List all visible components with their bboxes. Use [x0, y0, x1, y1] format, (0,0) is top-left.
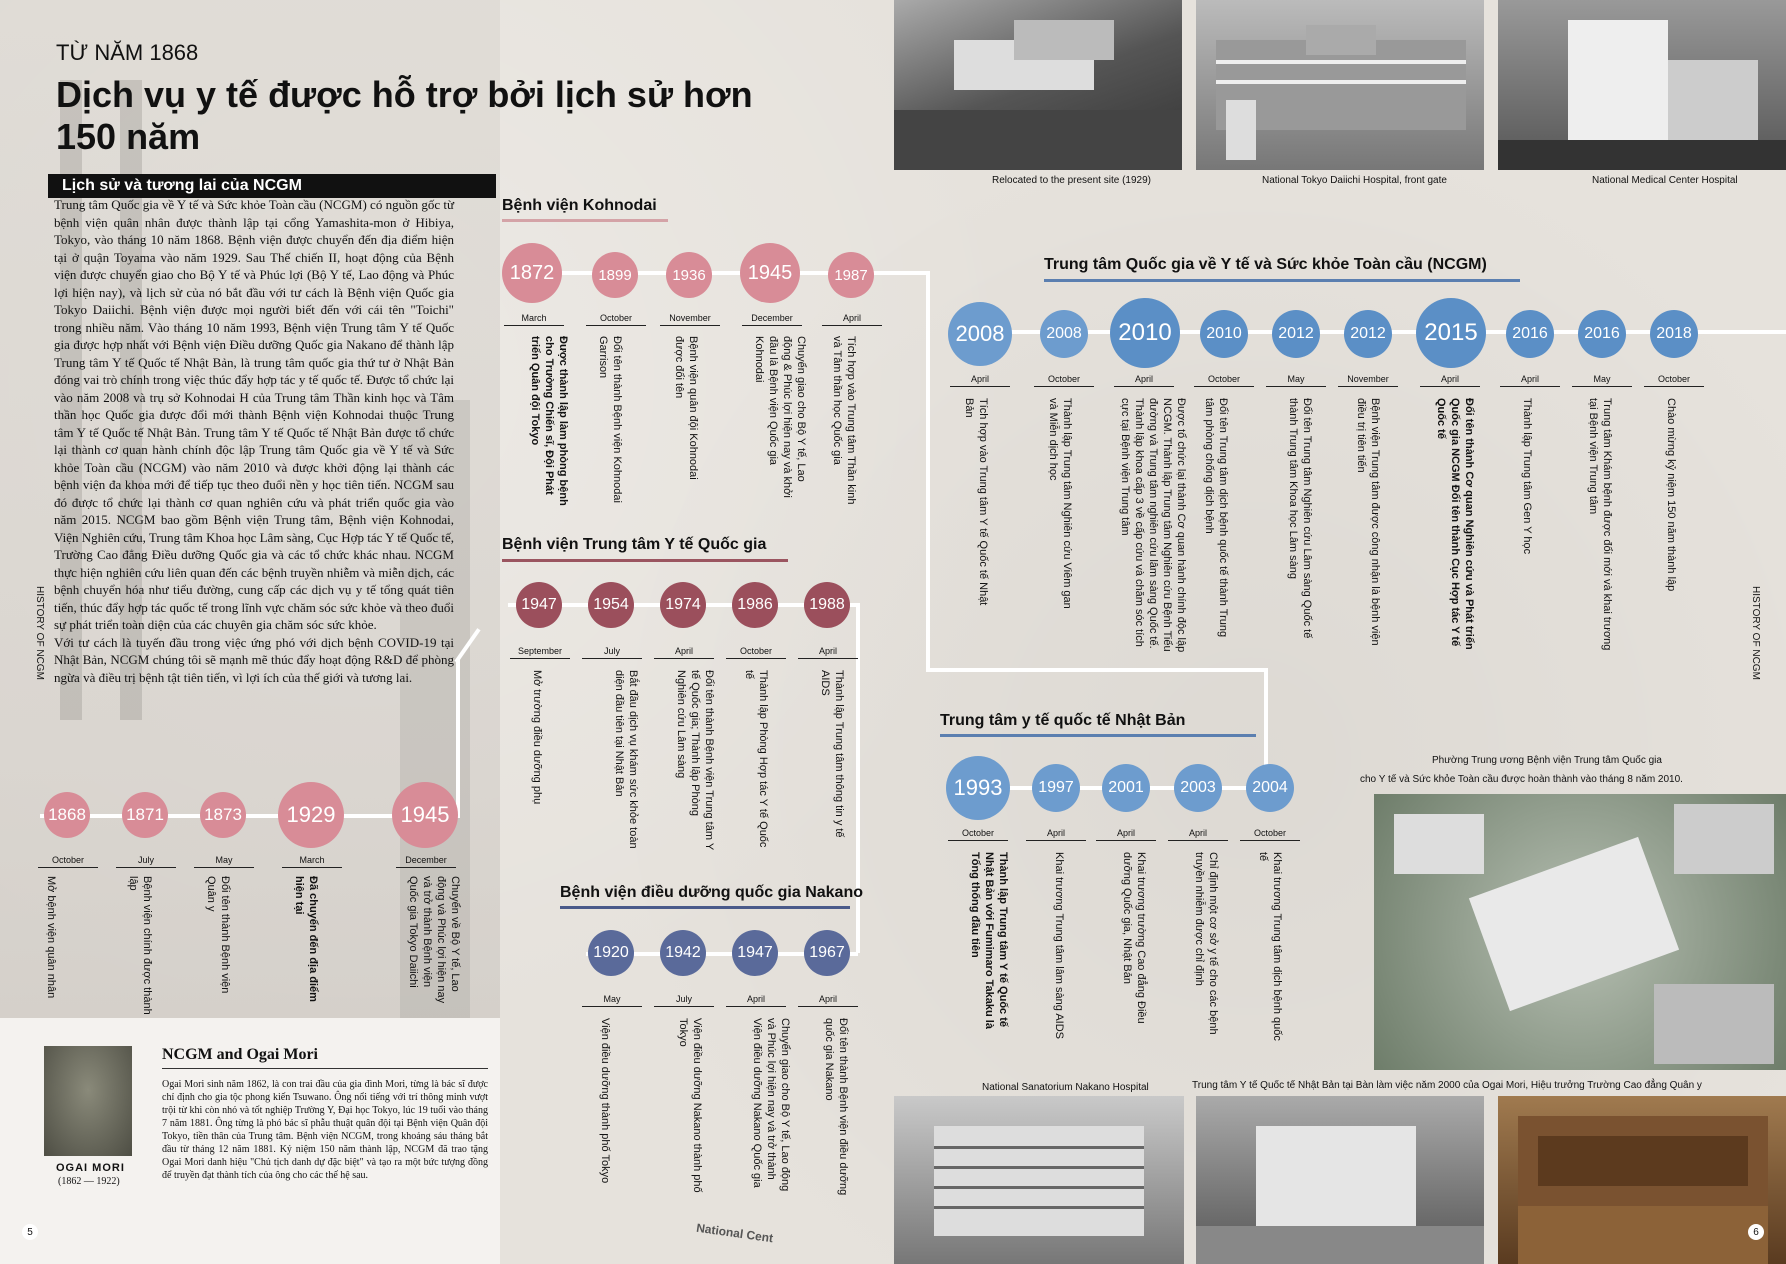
kicker: TỪ NĂM 1868	[56, 40, 199, 65]
ncgm-circle: 2016	[1506, 310, 1554, 358]
event-text: Đổi tên thành Bệnh viện điều dưỡng quốc gia Nakano	[823, 1018, 849, 1196]
event-text: Được thành lập làm phòng bệnh cho Trường Chiến sĩ, Đội Phát triển Quân đội Tokyo	[529, 336, 569, 506]
connector-line	[926, 668, 1266, 672]
photo-caption: National Medical Center Hospital	[1592, 175, 1738, 186]
page-title: Dịch vụ y tế được hỗ trợ bởi lịch sử hơn 150 năm	[56, 74, 753, 157]
photo-aerial-2010	[1374, 794, 1786, 1070]
event-text: Mở bệnh viện quân nhân	[45, 876, 57, 999]
event-text: Viện điều dưỡng Nakano thành phố Tokyo	[677, 1018, 703, 1193]
month-label: April	[822, 313, 882, 326]
month-label: March	[504, 313, 564, 326]
national-circle-1986: 1986	[732, 582, 778, 628]
month-label: September	[510, 646, 570, 659]
national-circle-1954: 1954	[588, 582, 634, 628]
nakano-circle-1947: 1947	[732, 930, 778, 976]
month-label: April	[654, 646, 714, 659]
event-text: Thành lập Trung tâm Nghiên cứu Viêm gan và Miễn dịch học	[1047, 398, 1073, 609]
photo-medical-center	[1498, 0, 1786, 170]
event-text: Đổi tên thành Bệnh viện Quân y	[205, 876, 231, 994]
ogai-years: (1862 — 1922)	[58, 1176, 120, 1187]
month-label: December	[742, 313, 802, 326]
timeline-circle-1868: 1868	[44, 792, 90, 838]
kohnodai-underline	[502, 219, 668, 222]
month-label: October	[1644, 374, 1704, 387]
event-text: Tích hợp vào Trung tâm Y tế Quốc tế Nhật Bản	[963, 398, 989, 606]
month-label: May	[582, 994, 642, 1007]
month-label: May	[1572, 374, 1632, 387]
ncgm-circle: 2010	[1200, 310, 1248, 358]
imcj-circle: 1993	[946, 756, 1010, 820]
kohnodai-circle-1936: 1936	[666, 252, 712, 298]
ncgm-circle: 2008	[948, 302, 1012, 366]
side-label-right: HISTORY OF NCGM	[1750, 586, 1761, 680]
photo-imcj-image	[1196, 1096, 1484, 1264]
month-label: October	[948, 828, 1008, 841]
ncgm-circle: 2010	[1110, 298, 1180, 368]
aerial-caption-1: Phường Trung ương Bệnh viện Trung tâm Quốc gia	[1432, 755, 1662, 766]
event-text: Chuyển về Bộ Y tế, Lao động và Phúc lợi hiện nay và trở thành Bệnh viện Quốc gia Tokyo Daiichi	[407, 876, 461, 1004]
photo-caption: Trung tâm Y tế Quốc tế Nhật Bản tại Bàn làm việc năm 2000 của Ogai Mori, Hiệu trưởng Trường Cao đẳng Quân y	[1192, 1080, 1702, 1091]
month-label: April	[1096, 828, 1156, 841]
photo-imcj-2000	[1196, 1096, 1484, 1264]
month-label: April	[1420, 374, 1480, 387]
event-text: Đổi tên Trung tâm Nghiên cứu Lâm sàng Quốc tế thành Trung tâm Khoa học Lâm sàng	[1287, 398, 1313, 639]
event-text: Chỉ định một cơ sở y tế cho các bệnh truyền nhiễm được chỉ định	[1193, 852, 1219, 1035]
photo-ogai-desk	[1498, 1096, 1786, 1264]
nakano-circle-1967: 1967	[804, 930, 850, 976]
national-circle-1947: 1947	[516, 582, 562, 628]
section-bar: Lịch sử và tương lai của NCGM	[48, 174, 496, 198]
month-label: April	[798, 646, 858, 659]
ogai-rule	[162, 1068, 488, 1069]
timeline-circle-1873: 1873	[200, 792, 246, 838]
photo-nakano	[894, 1096, 1184, 1264]
month-label: March	[282, 855, 342, 868]
month-label: October	[586, 313, 646, 326]
photo-caption: National Sanatorium Nakano Hospital	[982, 1082, 1149, 1093]
imcj-circle: 2001	[1102, 764, 1150, 812]
ncgm-circle: 2008	[1040, 310, 1088, 358]
month-label: November	[660, 313, 720, 326]
month-label: July	[582, 646, 642, 659]
photo-desk-image	[1498, 1096, 1786, 1264]
side-label-left: HISTORY OF NCGM	[34, 586, 45, 680]
ncgm-circle: 2012	[1272, 310, 1320, 358]
photo-caption: National Tokyo Daiichi Hospital, front gate	[1262, 175, 1447, 186]
event-text: Thành lập Phòng Hợp tác Y tế Quốc tế	[743, 670, 769, 848]
month-label: May	[194, 855, 254, 868]
national-center-heading: Bệnh viện Trung tâm Y tế Quốc gia	[502, 536, 767, 553]
month-label: May	[1266, 374, 1326, 387]
month-label: December	[396, 855, 456, 868]
ncgm-underline	[1044, 279, 1520, 282]
photo-daiichi-gate	[1196, 0, 1484, 170]
aerial-caption-2: cho Y tế và Sức khỏe Toàn cầu được hoàn thành vào tháng 8 năm 2010.	[1360, 774, 1683, 785]
event-text: Đổi tên thành Cơ quan Nghiên cứu và Phát triển Quốc gia NCGM Đổi tên thành Cục Hợp tác Y tế Quốc tế	[1435, 398, 1475, 650]
national-circle-1988: 1988	[804, 582, 850, 628]
ogai-text: Ogai Mori sinh năm 1862, là con trai đầu của gia đình Mori, từng là bác sĩ được chỉ định cho gia tộc phong kiến Tsuwano. Ông nổi tiếng với trí thông minh vượt trội từ khi còn nhỏ và tốt nghiệp Trường Y, Đại học Tokyo, lúc 19 tuổi vào tháng 7 năm 1881. Ông từng là phó bác sĩ phẫu thuật quân đội tại Bệnh viện Quân đội Tokyo, tiền thân của Trung tâm. Bệnh viện NCGM, trong khoảng sáu tháng bắt đầu từ tháng 12 năm 1881. Kỷ niệm 150 năm thành lập, NCGM đã trao tặng Ogai Mori danh hiệu "Chủ tịch danh dự đặc biệt" và tạo ra một bức tượng đồng để truyền đạt thành tích của ông cho các thế hệ sau.	[162, 1079, 488, 1181]
event-text: Thành lập Trung tâm Y tế Quốc tế Nhật Bản với Fumimaro Takaku là Tổng thống đầu tiên	[969, 852, 1009, 1029]
timeline-circle-1871: 1871	[122, 792, 168, 838]
month-label: October	[1034, 374, 1094, 387]
month-label: July	[116, 855, 176, 868]
imcj-circle: 1997	[1032, 764, 1080, 812]
month-label: October	[38, 855, 98, 868]
photo-1929-site	[894, 0, 1182, 170]
event-text: Đổi tên thành Bệnh viện Trung tâm Y tế Quốc gia; Thành lập Phòng Nghiên cứu Lâm sàng	[675, 670, 715, 850]
event-text: Khai trương trường Cao đẳng Điều dưỡng Quốc gia, Nhật Bản	[1121, 852, 1147, 1024]
event-text: Đổi tên Trung tâm dịch bệnh quốc tế thành Trung tâm phòng chống dịch bệnh	[1203, 398, 1229, 638]
kohnodai-circle-1872: 1872	[502, 243, 562, 303]
month-label: November	[1338, 374, 1398, 387]
event-text: Thành lập Trung tâm Gen Y học	[1521, 398, 1533, 555]
ogai-heading: NCGM and Ogai Mori	[162, 1046, 318, 1063]
month-label: October	[1240, 828, 1300, 841]
nakano-circle-1942: 1942	[660, 930, 706, 976]
event-text: Tích hợp vào Trung tâm Thần kinh và Tâm thần học Quốc gia	[831, 336, 857, 505]
event-text: Thành lập Trung tâm thông tin y tế AIDS	[819, 670, 845, 838]
month-label: October	[726, 646, 786, 659]
nakano-heading: Bệnh viện điều dưỡng quốc gia Nakano	[560, 884, 863, 901]
intro-paragraph-2: Với tư cách là tuyến đầu trong việc ứng phó với dịch bệnh COVID-19 tại Nhật Bản, NCGM chúng tôi sẽ mạnh mẽ thúc đẩy hoạt động R&D để phòng ngừa và điều trị bệnh tật tiên tiến, vì lợi ích của thế giới và tương lai.	[54, 634, 454, 685]
event-text: Chuyển giao cho Bộ Y tế, Lao động & Phúc lợi hiện nay và khởi đầu là Bệnh viện Quốc gia Kohnodai	[753, 336, 807, 498]
event-text: Trung tâm Khám bệnh được đổi mới và khai trương tại Bệnh viện Trung tâm	[1587, 398, 1613, 651]
imcj-underline	[940, 734, 1256, 737]
photo-1929-image	[894, 0, 1182, 170]
month-label: April	[798, 994, 858, 1007]
nakano-underline	[560, 906, 850, 909]
event-text: Chuyển giao cho Bộ Y tế, Lao động và Phúc lợi hiện nay và trở thành Viện điều dưỡng Nakano Quốc gia	[751, 1018, 791, 1192]
kohnodai-circle-1987: 1987	[828, 252, 874, 298]
event-text: Viện điều dưỡng thành phố Tokyo	[599, 1018, 611, 1184]
nakano-circle-1920: 1920	[588, 930, 634, 976]
ncgm-circle: 2018	[1650, 310, 1698, 358]
national-circle-1974: 1974	[660, 582, 706, 628]
ncgm-circle: 2016	[1578, 310, 1626, 358]
ncgm-heading: Trung tâm Quốc gia về Y tế và Sức khỏe Toàn cầu (NCGM)	[1044, 256, 1487, 273]
event-text: Khai trương Trung tâm lâm sàng AIDS	[1053, 852, 1065, 1039]
ncgm-circle: 2012	[1344, 310, 1392, 358]
photo-nakano-image	[894, 1096, 1184, 1264]
timeline-circle-1929: 1929	[278, 782, 344, 848]
event-text: Bắt đầu dịch vụ khám sức khỏe toàn diện đầu tiên tại Nhật Bản	[613, 670, 639, 849]
month-label: April	[1026, 828, 1086, 841]
ncgm-circle: 2015	[1416, 298, 1486, 368]
month-label: April	[1500, 374, 1560, 387]
timeline-circle-1945: 1945	[392, 782, 458, 848]
event-text: Đã chuyển đến địa điểm hiện tại	[293, 876, 319, 1002]
month-label: April	[1114, 374, 1174, 387]
intro-text	[54, 196, 454, 686]
month-label: April	[950, 374, 1010, 387]
event-text: Mở trường điều dưỡng phụ	[531, 670, 543, 805]
imcj-circle: 2004	[1246, 764, 1294, 812]
building-sign: National Cent	[695, 1220, 774, 1246]
event-text: Đổi tên thành Bệnh viện Kohnodai Garrison	[597, 336, 623, 503]
month-label: July	[654, 994, 714, 1007]
photo-medical-center-image	[1498, 0, 1786, 170]
ogai-bust-image	[44, 1046, 132, 1156]
event-text: Chào mừng kỷ niệm 150 năm thành lập	[1665, 398, 1677, 592]
kohnodai-circle-1899: 1899	[592, 252, 638, 298]
page-number-left: 5	[22, 1224, 38, 1240]
connector-line	[456, 660, 460, 818]
event-text: Khai trương Trung tâm dịch bệnh quốc tế	[1257, 852, 1283, 1041]
ogai-name: OGAI MORI	[56, 1162, 125, 1174]
event-text: Bệnh viện Trung tâm được công nhận là bệnh viện điều trị tiên tiến	[1355, 398, 1381, 646]
kohnodai-circle-1945: 1945	[740, 243, 800, 303]
national-center-underline	[502, 559, 788, 562]
event-text: Bệnh viện quân đội Kohnodai được đổi tên	[673, 336, 699, 480]
month-label: April	[1168, 828, 1228, 841]
month-label: April	[726, 994, 786, 1007]
imcj-circle: 2003	[1174, 764, 1222, 812]
imcj-heading: Trung tâm y tế quốc tế Nhật Bản	[940, 712, 1186, 729]
photo-daiichi-image	[1196, 0, 1484, 170]
photo-caption: Relocated to the present site (1929)	[992, 175, 1151, 186]
intro-paragraph-1: Trung tâm Quốc gia về Y tế và Sức khỏe Toàn cầu (NCGM) có nguồn gốc từ bệnh viện quân nhân được thành lập tại cổng Yamashita-mon ở Hibiya, Tokyo, vào tháng 10 năm 1868. Bệnh viện được chuyển đến địa điểm hiện tại ở quận Toyama vào năm 1929. Sau Thế chiến II, hoạt động của Bệnh viện được chuyển giao cho Bộ Y tế và Phúc lợi (Bộ Y tế, Lao động và Phúc lợi hiện nay), và lịch sử của nó bắt đầu với tư cách là Bệnh viện Quốc gia Tokyo Daiichi. Bệnh viện được mọi người biết đến với cái tên "Toichi" trong nhiều năm. Vào tháng 10 năm 1993, Bệnh viện Trung tâm Y tế Quốc gia được hợp nhất với Bệnh viện Điều dưỡng Quốc gia Nakano để thành lập Trung tâm Y tế Quốc tế Nhật Bản, là trung tâm quốc gia thứ tư ở Nhật Bản đóng vai trò chính trong việc thúc đẩy hợp tác y tế quốc tế. Được tổ chức lại vào năm 2008 và trụ sở Kohnodai H của Trung tâm Thần kinh học và Tâm thần học Quốc gia được đổi mới thành Bệnh viện Kohnodai thuộc Trung tâm Y tế Quốc tế Nhật Bản. Trung tâm Y tế Quốc tế Nhật Bản được tổ chức lại thành cơ quan hành chính độc lập Trung tâm Quốc gia về Y tế và Sức khỏe Toàn cầu (NCGM) vào năm 2010 và được khởi động lại thành các bệnh viện đa khoa mới để tiếp tục theo đuổi nền y học tiên tiến. NCGM sau đó được tổ chức lại thành cơ quan nghiên cứu và phát triển quốc gia vào năm 2015. NCGM bao gồm Bệnh viện Trung tâm, Bệnh viện Kohnodai, Viện Nghiên cứu, Trung tâm Khoa học Lâm sàng, Cục Hợp tác Y tế Quốc tế, Trường Cao đẳng Điều dưỡng Quốc gia và các tổ chức khác nhau. NCGM thực hiện nghiên cứu liên quan đến các bệnh truyền nhiễm và miễn dịch, các bệnh chuyển hóa như tiểu đường, cung cấp các dịch vụ y tế tổng quát tiên tiến, thúc đẩy hợp tác quốc tế trong lĩnh vực chăm sóc sức khỏe và theo đuổi sự phát triển toàn diện của các chuyên gia chăm sóc sức khỏe.	[54, 197, 454, 632]
kohnodai-heading: Bệnh viện Kohnodai	[502, 197, 657, 214]
connector-line	[926, 271, 930, 671]
page-number-right: 6	[1748, 1224, 1764, 1240]
month-label: October	[1194, 374, 1254, 387]
event-text: Được tổ chức lại thành Cơ quan hành chính độc lập NCGM. Thành lập Trung tâm Nghiên cứu Bệnh Tiểu đường và Trung tâm nghiên cứu lâm sàng Quốc tế. Thành lập khoa cấp 3 về cấp cứu và chăm sóc tích cực tại Bệnh viện Trung tâm	[1119, 398, 1187, 653]
event-text: Bệnh viện chính được thành lập	[127, 876, 153, 1015]
photo-aerial-image	[1374, 794, 1786, 1070]
